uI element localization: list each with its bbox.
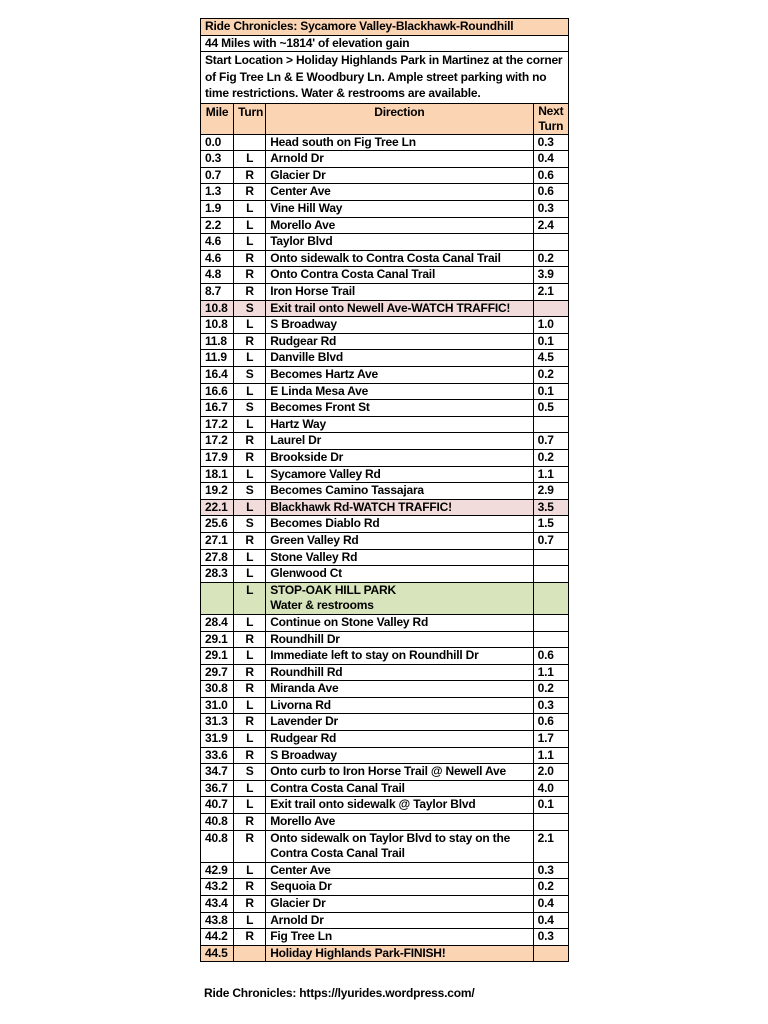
cue-turn: L: [234, 549, 266, 566]
cue-direction: Sequoia Dr: [266, 879, 533, 896]
cue-next-turn: 0.4: [533, 151, 568, 168]
cue-direction: Immediate left to stay on Roundhill Dr: [266, 648, 533, 665]
cue-direction: Fig Tree Ln: [266, 929, 533, 946]
cue-next-turn: 0.3: [533, 929, 568, 946]
cue-turn: L: [234, 466, 266, 483]
cue-turn: L: [234, 648, 266, 665]
cue-direction-line: Water & restrooms: [270, 598, 374, 613]
cue-next-turn: [533, 234, 568, 251]
cue-next-turn: 0.3: [533, 697, 568, 714]
cue-mile: 11.9: [201, 350, 234, 367]
cue-row: [201, 449, 569, 466]
cue-next-turn: 0.4: [533, 912, 568, 929]
cue-next-turn: 2.4: [533, 217, 568, 234]
cue-direction: Blackhawk Rd-WATCH TRAFFIC!: [266, 499, 533, 516]
cue-mile: 31.3: [201, 714, 234, 731]
cue-mile: 0.3: [201, 151, 234, 168]
cue-row: [201, 284, 569, 301]
cue-next-turn: 0.2: [533, 449, 568, 466]
cue-next-turn: [533, 549, 568, 566]
cue-row: [201, 367, 569, 384]
cue-mile: 31.0: [201, 697, 234, 714]
cue-row: [201, 912, 569, 929]
cue-turn: R: [234, 167, 266, 184]
cue-row: [201, 317, 569, 334]
cue-row: [201, 879, 569, 896]
cue-direction: Becomes Hartz Ave: [266, 367, 533, 384]
cue-mile: 28.3: [201, 566, 234, 583]
cue-next-turn: 3.9: [533, 267, 568, 284]
cue-direction: Glacier Dr: [266, 167, 533, 184]
cue-direction: [266, 582, 533, 614]
cue-turn: L: [234, 416, 266, 433]
cue-mile: 16.4: [201, 367, 234, 384]
cue-row: [201, 167, 569, 184]
cue-mile: 1.9: [201, 201, 234, 218]
cue-next-turn: [533, 631, 568, 648]
cue-next-turn: 0.1: [533, 333, 568, 350]
cue-next-turn: 0.4: [533, 896, 568, 913]
cue-next-turn: 0.2: [533, 367, 568, 384]
cue-row: [201, 466, 569, 483]
cue-next-turn: 0.1: [533, 383, 568, 400]
cue-turn: L: [234, 217, 266, 234]
cue-direction: Sycamore Valley Rd: [266, 466, 533, 483]
cue-turn: R: [234, 664, 266, 681]
cue-row: [201, 532, 569, 549]
cue-turn: R: [234, 184, 266, 201]
cue-turn: L: [234, 862, 266, 879]
cue-next-turn: 0.7: [533, 532, 568, 549]
cue-row: [201, 400, 569, 417]
cue-turn: R: [234, 879, 266, 896]
cue-mile: 44.2: [201, 929, 234, 946]
cue-direction: Center Ave: [266, 184, 533, 201]
cue-direction: S Broadway: [266, 747, 533, 764]
sheet-title: Ride Chronicles: Sycamore Valley-Blackhawk-Roundhill: [201, 19, 569, 36]
cue-row: [201, 764, 569, 781]
cue-turn: R: [234, 267, 266, 284]
cue-next-turn: 1.7: [533, 731, 568, 748]
cue-mile: 17.2: [201, 416, 234, 433]
cue-turn: L: [234, 317, 266, 334]
cue-turn: L: [234, 566, 266, 583]
cue-row: [201, 250, 569, 267]
cue-row: [201, 862, 569, 879]
cue-mile: 31.9: [201, 731, 234, 748]
cue-direction: Morello Ave: [266, 217, 533, 234]
cue-direction: Holiday Highlands Park-FINISH!: [266, 945, 533, 962]
cue-row: [201, 896, 569, 913]
cue-row: [201, 714, 569, 731]
cue-row: [201, 433, 569, 450]
cue-mile: 40.8: [201, 814, 234, 831]
cue-row: [201, 300, 569, 317]
cue-row: [201, 217, 569, 234]
cue-mile: 11.8: [201, 333, 234, 350]
cue-turn: L: [234, 780, 266, 797]
cue-row: [201, 201, 569, 218]
cue-turn: L: [234, 797, 266, 814]
cue-direction: Arnold Dr: [266, 912, 533, 929]
cue-direction: Becomes Camino Tassajara: [266, 483, 533, 500]
cue-next-turn: [533, 814, 568, 831]
cue-direction: Continue on Stone Valley Rd: [266, 614, 533, 631]
cue-direction: [266, 830, 533, 862]
cue-row: [201, 814, 569, 831]
cue-turn: R: [234, 631, 266, 648]
cue-mile: 4.6: [201, 250, 234, 267]
cue-row: [201, 731, 569, 748]
header-next-turn: Next Turn: [533, 103, 568, 134]
cue-row: [201, 516, 569, 533]
cue-mile: 29.1: [201, 631, 234, 648]
cue-row: [201, 267, 569, 284]
cue-turn: R: [234, 433, 266, 450]
cue-turn: S: [234, 483, 266, 500]
cue-mile: 18.1: [201, 466, 234, 483]
cue-mile: 27.1: [201, 532, 234, 549]
cue-direction: Vine Hill Way: [266, 201, 533, 218]
cue-next-turn: 4.5: [533, 350, 568, 367]
cue-direction: Exit trail onto Newell Ave-WATCH TRAFFIC!: [266, 300, 533, 317]
cue-next-turn: 2.0: [533, 764, 568, 781]
cue-turn: R: [234, 532, 266, 549]
cue-mile: 17.2: [201, 433, 234, 450]
cue-next-turn: 2.1: [533, 284, 568, 301]
cue-row: [201, 631, 569, 648]
cue-turn: L: [234, 614, 266, 631]
cue-direction-line: Onto sidewalk on Taylor Blvd to stay on the: [270, 830, 511, 845]
cue-turn: L: [234, 383, 266, 400]
cue-direction: Becomes Diablo Rd: [266, 516, 533, 533]
cue-row: [201, 797, 569, 814]
cue-next-turn: 0.6: [533, 714, 568, 731]
cue-row: [201, 184, 569, 201]
cue-turn: L: [234, 731, 266, 748]
cue-direction: Rudgear Rd: [266, 731, 533, 748]
cue-mile: 0.0: [201, 134, 234, 151]
ride-summary: 44 Miles with ~1814' of elevation gain: [201, 35, 569, 52]
cue-row: [201, 234, 569, 251]
cue-direction: Glenwood Ct: [266, 566, 533, 583]
cue-next-turn: [533, 614, 568, 631]
cue-direction: Laurel Dr: [266, 433, 533, 450]
header-direction: Direction: [266, 103, 533, 134]
cue-mile: 40.7: [201, 797, 234, 814]
cue-direction: Exit trail onto sidewalk @ Taylor Blvd: [266, 797, 533, 814]
cue-next-turn: 1.1: [533, 664, 568, 681]
cue-next-turn: 0.2: [533, 250, 568, 267]
cue-next-turn: 4.0: [533, 780, 568, 797]
cue-sheet-table: [200, 18, 569, 962]
cue-row: [201, 929, 569, 946]
cue-turn: R: [234, 714, 266, 731]
cue-row: [201, 945, 569, 962]
cue-next-turn: [533, 566, 568, 583]
cue-next-turn: 0.3: [533, 862, 568, 879]
cue-row: [201, 780, 569, 797]
cue-direction: S Broadway: [266, 317, 533, 334]
cue-mile: 29.7: [201, 664, 234, 681]
cue-mile: 43.4: [201, 896, 234, 913]
cue-turn: R: [234, 333, 266, 350]
cue-direction: Onto sidewalk to Contra Costa Canal Trail: [266, 250, 533, 267]
cue-turn: R: [234, 681, 266, 698]
cue-turn: L: [234, 234, 266, 251]
cue-direction: Arnold Dr: [266, 151, 533, 168]
cue-direction: Miranda Ave: [266, 681, 533, 698]
cue-mile: 40.8: [201, 830, 234, 862]
cue-turn: R: [234, 449, 266, 466]
cue-next-turn: 1.1: [533, 747, 568, 764]
cue-turn: L: [234, 201, 266, 218]
cue-turn: L: [234, 912, 266, 929]
cue-next-turn: 0.7: [533, 433, 568, 450]
cue-mile: 8.7: [201, 284, 234, 301]
cue-direction: Livorna Rd: [266, 697, 533, 714]
cue-row: [201, 648, 569, 665]
cue-mile: 22.1: [201, 499, 234, 516]
cue-next-turn: 1.0: [533, 317, 568, 334]
cue-direction: Brookside Dr: [266, 449, 533, 466]
cue-direction: E Linda Mesa Ave: [266, 383, 533, 400]
cue-turn: R: [234, 250, 266, 267]
cue-row: [201, 416, 569, 433]
cue-mile: 10.8: [201, 300, 234, 317]
cue-direction-line: Contra Costa Canal Trail: [270, 846, 405, 861]
cue-turn: R: [234, 284, 266, 301]
cue-row: [201, 549, 569, 566]
cue-row: [201, 664, 569, 681]
start-location: Start Location > Holiday Highlands Park in Martinez at the corner of Fig Tree Ln & E Woodbury Ln. Ample street parking with no time restrictions. Water & restrooms are available.: [201, 52, 569, 104]
cue-next-turn: [533, 945, 568, 962]
cue-next-turn: 0.5: [533, 400, 568, 417]
cue-turn: [234, 134, 266, 151]
cue-turn: S: [234, 367, 266, 384]
cue-turn: S: [234, 300, 266, 317]
cue-row: [201, 582, 569, 614]
cue-mile: 33.6: [201, 747, 234, 764]
cue-direction: Stone Valley Rd: [266, 549, 533, 566]
cue-next-turn: 0.2: [533, 681, 568, 698]
cue-row: [201, 747, 569, 764]
cue-direction: Iron Horse Trail: [266, 284, 533, 301]
cue-mile: 30.8: [201, 681, 234, 698]
cue-turn: R: [234, 747, 266, 764]
cue-mile: 34.7: [201, 764, 234, 781]
cue-row: [201, 681, 569, 698]
cue-next-turn: [533, 300, 568, 317]
cue-next-turn: 0.6: [533, 167, 568, 184]
cue-turn: S: [234, 516, 266, 533]
cue-next-turn: 2.9: [533, 483, 568, 500]
cue-direction: Glacier Dr: [266, 896, 533, 913]
cue-mile: 43.2: [201, 879, 234, 896]
cue-row: [201, 697, 569, 714]
header-turn: Turn: [234, 103, 266, 134]
cue-row: [201, 566, 569, 583]
cue-mile: [201, 582, 234, 614]
cue-next-turn: [533, 582, 568, 614]
cue-turn: R: [234, 830, 266, 862]
cue-direction: Onto curb to Iron Horse Trail @ Newell Ave: [266, 764, 533, 781]
cue-direction: Taylor Blvd: [266, 234, 533, 251]
cue-mile: 28.4: [201, 614, 234, 631]
cue-next-turn: [533, 416, 568, 433]
cue-mile: 0.7: [201, 167, 234, 184]
cue-direction: Roundhill Rd: [266, 664, 533, 681]
cue-row: [201, 483, 569, 500]
cue-turn: L: [234, 697, 266, 714]
cue-direction: Danville Blvd: [266, 350, 533, 367]
cue-mile: 42.9: [201, 862, 234, 879]
cue-next-turn: 0.6: [533, 184, 568, 201]
cue-turn: S: [234, 400, 266, 417]
cue-sheet: [200, 18, 569, 962]
cue-direction: Lavender Dr: [266, 714, 533, 731]
cue-turn: R: [234, 814, 266, 831]
cue-mile: 16.6: [201, 383, 234, 400]
cue-direction-line: STOP-OAK HILL PARK: [270, 582, 396, 597]
cue-next-turn: 0.6: [533, 648, 568, 665]
cue-turn: [234, 945, 266, 962]
cue-direction: Becomes Front St: [266, 400, 533, 417]
cue-next-turn: 0.2: [533, 879, 568, 896]
cue-direction: Roundhill Dr: [266, 631, 533, 648]
cue-mile: 1.3: [201, 184, 234, 201]
cue-row: [201, 830, 569, 862]
cue-next-turn: 0.3: [533, 201, 568, 218]
cue-turn: R: [234, 896, 266, 913]
cue-direction: Center Ave: [266, 862, 533, 879]
cue-turn: S: [234, 764, 266, 781]
cue-mile: 43.8: [201, 912, 234, 929]
cue-mile: 29.1: [201, 648, 234, 665]
cue-direction: Onto Contra Costa Canal Trail: [266, 267, 533, 284]
cue-mile: 44.5: [201, 945, 234, 962]
cue-row: [201, 151, 569, 168]
cue-mile: 4.8: [201, 267, 234, 284]
cue-row: [201, 333, 569, 350]
cue-turn: L: [234, 151, 266, 168]
cue-mile: 19.2: [201, 483, 234, 500]
cue-direction: Green Valley Rd: [266, 532, 533, 549]
cue-mile: 25.6: [201, 516, 234, 533]
cue-next-turn: 1.5: [533, 516, 568, 533]
cue-next-turn: 2.1: [533, 830, 568, 862]
cue-mile: 27.8: [201, 549, 234, 566]
cue-mile: 17.9: [201, 449, 234, 466]
cue-next-turn: 1.1: [533, 466, 568, 483]
cue-turn: L: [234, 499, 266, 516]
cue-turn: L: [234, 582, 266, 614]
cue-next-turn: 0.1: [533, 797, 568, 814]
cue-direction: Head south on Fig Tree Ln: [266, 134, 533, 151]
cue-row: [201, 134, 569, 151]
cue-direction: Contra Costa Canal Trail: [266, 780, 533, 797]
cue-mile: 4.6: [201, 234, 234, 251]
cue-direction: Morello Ave: [266, 814, 533, 831]
footer-credit: Ride Chronicles: https://lyurides.wordpress.com/: [204, 986, 475, 1000]
cue-mile: 36.7: [201, 780, 234, 797]
cue-row: [201, 499, 569, 516]
cue-turn: R: [234, 929, 266, 946]
cue-next-turn: 3.5: [533, 499, 568, 516]
header-mile: Mile: [201, 103, 234, 134]
cue-direction: Hartz Way: [266, 416, 533, 433]
cue-row: [201, 614, 569, 631]
cue-mile: 10.8: [201, 317, 234, 334]
cue-mile: 2.2: [201, 217, 234, 234]
cue-row: [201, 350, 569, 367]
cue-turn: L: [234, 350, 266, 367]
cue-row: [201, 383, 569, 400]
cue-direction: Rudgear Rd: [266, 333, 533, 350]
cue-next-turn: 0.3: [533, 134, 568, 151]
cue-mile: 16.7: [201, 400, 234, 417]
